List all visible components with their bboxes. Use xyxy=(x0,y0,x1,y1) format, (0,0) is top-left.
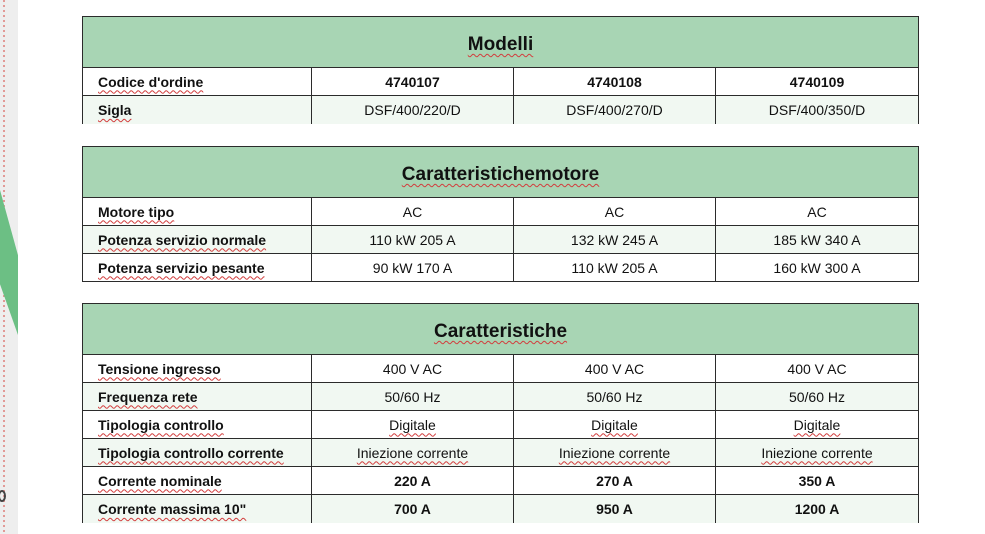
cell-value: 160 kW 300 A xyxy=(716,254,919,282)
cell-value: Digitale xyxy=(514,411,716,439)
cell-value: 50/60 Hz xyxy=(514,383,716,411)
row-label: Tensione ingresso xyxy=(83,355,312,383)
cell-value: Digitale xyxy=(312,411,514,439)
cell-value: AC xyxy=(514,198,716,226)
table-row xyxy=(83,198,919,226)
cell-value: 90 kW 170 A xyxy=(312,254,514,282)
table-row xyxy=(83,495,919,523)
models-table xyxy=(82,16,919,124)
cell-value: 270 A xyxy=(514,467,716,495)
cell-value: AC xyxy=(716,198,919,226)
cell-value: 4740108 xyxy=(514,68,716,96)
cell-value: 950 A xyxy=(514,495,716,523)
cell-value: 4740109 xyxy=(716,68,919,96)
cell-value: 350 A xyxy=(716,467,919,495)
cell-value: 400 V AC xyxy=(716,355,919,383)
table-row xyxy=(83,254,919,282)
row-label: Corrente massima 10" xyxy=(83,495,312,523)
cell-value: Iniezione corrente xyxy=(716,439,919,467)
row-label: Potenza servizio pesante xyxy=(83,254,312,282)
cell-value: DSF/400/220/D xyxy=(312,96,514,124)
cell-value: 110 kW 205 A xyxy=(514,254,716,282)
table-row xyxy=(83,411,919,439)
row-label: Motore tipo xyxy=(83,198,312,226)
cell-value: Digitale xyxy=(716,411,919,439)
table-row xyxy=(83,96,919,124)
motor-characteristics-table xyxy=(82,146,919,282)
cell-value: 1200 A xyxy=(716,495,919,523)
cell-value: 50/60 Hz xyxy=(716,383,919,411)
cell-value: DSF/400/270/D xyxy=(514,96,716,124)
table-row xyxy=(83,355,919,383)
characteristics-table xyxy=(82,303,919,523)
cell-value: 4740107 xyxy=(312,68,514,96)
table-row xyxy=(83,383,919,411)
document-left-margin xyxy=(0,0,18,534)
models-table-title: Modelli xyxy=(83,17,919,68)
cell-value: 220 A xyxy=(312,467,514,495)
row-label: Corrente nominale xyxy=(83,467,312,495)
motor-table-title: Caratteristichemotore xyxy=(83,147,919,198)
cell-value: Iniezione corrente xyxy=(514,439,716,467)
cell-value: 185 kW 340 A xyxy=(716,226,919,254)
cell-value: 110 kW 205 A xyxy=(312,226,514,254)
table-row xyxy=(83,68,919,96)
cell-value: DSF/400/350/D xyxy=(716,96,919,124)
table-row xyxy=(83,467,919,495)
cell-value: 50/60 Hz xyxy=(312,383,514,411)
row-label: Tipologia controllo corrente xyxy=(83,439,312,467)
cell-value: Iniezione corrente xyxy=(312,439,514,467)
table-row xyxy=(83,439,919,467)
row-label: Codice d'ordine xyxy=(83,68,312,96)
table-row xyxy=(83,226,919,254)
cell-value: AC xyxy=(312,198,514,226)
row-label: Frequenza rete xyxy=(83,383,312,411)
characteristics-table-title: Caratteristiche xyxy=(83,304,919,355)
page-mark-icon xyxy=(0,490,6,502)
row-label: Tipologia controllo xyxy=(83,411,312,439)
cell-value: 400 V AC xyxy=(514,355,716,383)
cell-value: 132 kW 245 A xyxy=(514,226,716,254)
cell-value: 700 A xyxy=(312,495,514,523)
cell-value: 400 V AC xyxy=(312,355,514,383)
row-label: Potenza servizio normale xyxy=(83,226,312,254)
row-label: Sigla xyxy=(83,96,312,124)
